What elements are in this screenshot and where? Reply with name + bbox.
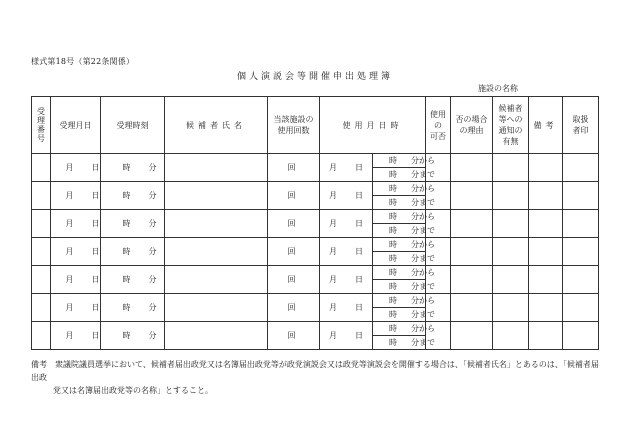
receipt-time-cell[interactable]: 時 分 — [101, 322, 165, 350]
usage-start-time-cell[interactable]: 時 分から — [373, 182, 426, 196]
remarks-cell[interactable] — [529, 294, 563, 322]
header-receipt-no: 受理番号 — [32, 97, 51, 154]
table-row — [32, 238, 599, 252]
usage-end-time-cell[interactable]: 時 分まで — [373, 252, 426, 266]
facility-name-label: 施設の名称 — [478, 84, 518, 93]
receipt-no-cell[interactable] — [32, 238, 51, 266]
rejection-reason-cell[interactable] — [451, 210, 493, 238]
footnote-line-2: 党又は名簿届出政党等の名称」とすること。 — [53, 386, 213, 395]
usage-count-cell[interactable]: 回 — [268, 154, 320, 182]
candidate-name-cell[interactable] — [165, 322, 268, 350]
candidate-name-cell[interactable] — [165, 294, 268, 322]
candidate-name-cell[interactable] — [165, 266, 268, 294]
footnote-label: 備考 — [31, 360, 47, 369]
rejection-reason-cell[interactable] — [451, 266, 493, 294]
receipt-date-cell[interactable]: 月 日 — [51, 322, 101, 350]
rejection-reason-cell[interactable] — [451, 238, 493, 266]
register-body — [32, 154, 599, 350]
candidate-name-cell[interactable] — [165, 210, 268, 238]
receipt-no-cell[interactable] — [32, 322, 51, 350]
remarks-cell[interactable] — [529, 266, 563, 294]
header-handler-seal: 取扱 者印 — [563, 97, 599, 154]
receipt-no-cell[interactable] — [32, 210, 51, 238]
receipt-date-cell[interactable]: 月 日 — [51, 210, 101, 238]
notification-cell[interactable] — [493, 266, 529, 294]
table-row — [32, 294, 599, 308]
receipt-no-cell[interactable] — [32, 182, 51, 210]
table-row — [32, 266, 599, 280]
notification-cell[interactable] — [493, 154, 529, 182]
receipt-date-cell[interactable]: 月 日 — [51, 154, 101, 182]
candidate-name-cell[interactable] — [165, 238, 268, 266]
rejection-reason-cell[interactable] — [451, 294, 493, 322]
usage-count-cell[interactable]: 回 — [268, 238, 320, 266]
receipt-time-cell[interactable]: 時 分 — [101, 294, 165, 322]
usage-end-time-cell[interactable]: 時 分まで — [373, 224, 426, 238]
header-rejection-reason: 否の場合 の理由 — [451, 97, 493, 154]
notification-cell[interactable] — [493, 322, 529, 350]
notification-cell[interactable] — [493, 238, 529, 266]
usage-end-time-cell[interactable]: 時 分まで — [373, 196, 426, 210]
handler-seal-cell[interactable] — [563, 238, 599, 266]
receipt-date-cell[interactable]: 月 日 — [51, 294, 101, 322]
receipt-time-cell[interactable]: 時 分 — [101, 182, 165, 210]
table-row — [32, 210, 599, 224]
usage-count-cell[interactable]: 回 — [268, 210, 320, 238]
usage-start-time-cell[interactable]: 時 分から — [373, 210, 426, 224]
footnote-line-1: 衆議院議員選挙において、候補者届出政党又は名簿届出政党等が政党演説会又は政党等演説会を開催する場合は、「候補者氏名」とあるのは、「候補者届出政 — [31, 360, 599, 382]
remarks-cell[interactable] — [529, 322, 563, 350]
usage-start-time-cell[interactable]: 時 分から — [373, 322, 426, 336]
remarks-cell[interactable] — [529, 182, 563, 210]
table-row — [32, 322, 599, 336]
receipt-no-cell[interactable] — [32, 266, 51, 294]
notification-cell[interactable] — [493, 294, 529, 322]
usage-count-cell[interactable]: 回 — [268, 294, 320, 322]
table-row — [32, 154, 599, 168]
usage-end-time-cell[interactable]: 時 分まで — [373, 308, 426, 322]
usage-date-cell[interactable]: 月 日 — [320, 210, 373, 238]
header-notification: 候補者 等への 通知の 有無 — [493, 97, 529, 154]
header-usage-datetime: 使用月日時 — [320, 97, 426, 154]
register-table — [31, 96, 599, 350]
candidate-name-cell[interactable] — [165, 182, 268, 210]
receipt-date-cell[interactable]: 月 日 — [51, 238, 101, 266]
handler-seal-cell[interactable] — [563, 154, 599, 182]
usage-start-time-cell[interactable]: 時 分から — [373, 154, 426, 168]
usage-start-time-cell[interactable]: 時 分から — [373, 266, 426, 280]
usage-start-time-cell[interactable]: 時 分から — [373, 294, 426, 308]
handler-seal-cell[interactable] — [563, 266, 599, 294]
rejection-reason-cell[interactable] — [451, 322, 493, 350]
receipt-date-cell[interactable]: 月 日 — [51, 266, 101, 294]
usage-date-cell[interactable]: 月 日 — [320, 182, 373, 210]
header-receipt-date: 受理月日 — [51, 97, 101, 154]
usage-count-cell[interactable]: 回 — [268, 266, 320, 294]
receipt-time-cell[interactable]: 時 分 — [101, 238, 165, 266]
usage-date-cell[interactable]: 月 日 — [320, 266, 373, 294]
header-usage-ok: 使用 の 可否 — [426, 97, 451, 154]
handler-seal-cell[interactable] — [563, 294, 599, 322]
header-row — [32, 97, 599, 154]
form-title: 個人演説会等開催申出処理簿 — [236, 72, 393, 82]
candidate-name-cell[interactable] — [165, 154, 268, 182]
remarks-cell[interactable] — [529, 238, 563, 266]
table-row — [32, 182, 599, 196]
receipt-time-cell[interactable]: 時 分 — [101, 210, 165, 238]
footnote — [31, 358, 601, 397]
receipt-no-cell[interactable] — [32, 294, 51, 322]
usage-count-cell[interactable]: 回 — [268, 322, 320, 350]
header-remarks: 備考 — [529, 97, 563, 154]
usage-date-cell[interactable]: 月 日 — [320, 322, 373, 350]
usage-date-cell[interactable]: 月 日 — [320, 238, 373, 266]
usage-end-time-cell[interactable]: 時 分まで — [373, 336, 426, 350]
rejection-reason-cell[interactable] — [451, 154, 493, 182]
form-number: 様式第18号（第22条関係） — [31, 57, 135, 66]
remarks-cell[interactable] — [529, 210, 563, 238]
usage-end-time-cell[interactable]: 時 分まで — [373, 168, 426, 182]
receipt-time-cell[interactable]: 時 分 — [101, 154, 165, 182]
handler-seal-cell[interactable] — [563, 182, 599, 210]
receipt-no-cell[interactable] — [32, 154, 51, 182]
header-usage-count: 当該施設の 使用回数 — [268, 97, 320, 154]
handler-seal-cell[interactable] — [563, 322, 599, 350]
notification-cell[interactable] — [493, 182, 529, 210]
usage-end-time-cell[interactable]: 時 分まで — [373, 280, 426, 294]
usage-date-cell[interactable]: 月 日 — [320, 294, 373, 322]
usage-count-cell[interactable]: 回 — [268, 182, 320, 210]
handler-seal-cell[interactable] — [563, 210, 599, 238]
receipt-time-cell[interactable]: 時 分 — [101, 266, 165, 294]
header-candidate-name: 候補者氏名 — [165, 97, 268, 154]
rejection-reason-cell[interactable] — [451, 182, 493, 210]
header-receipt-time: 受理時刻 — [101, 97, 165, 154]
notification-cell[interactable] — [493, 210, 529, 238]
remarks-cell[interactable] — [529, 154, 563, 182]
usage-date-cell[interactable]: 月 日 — [320, 154, 373, 182]
receipt-date-cell[interactable]: 月 日 — [51, 182, 101, 210]
usage-start-time-cell[interactable]: 時 分から — [373, 238, 426, 252]
